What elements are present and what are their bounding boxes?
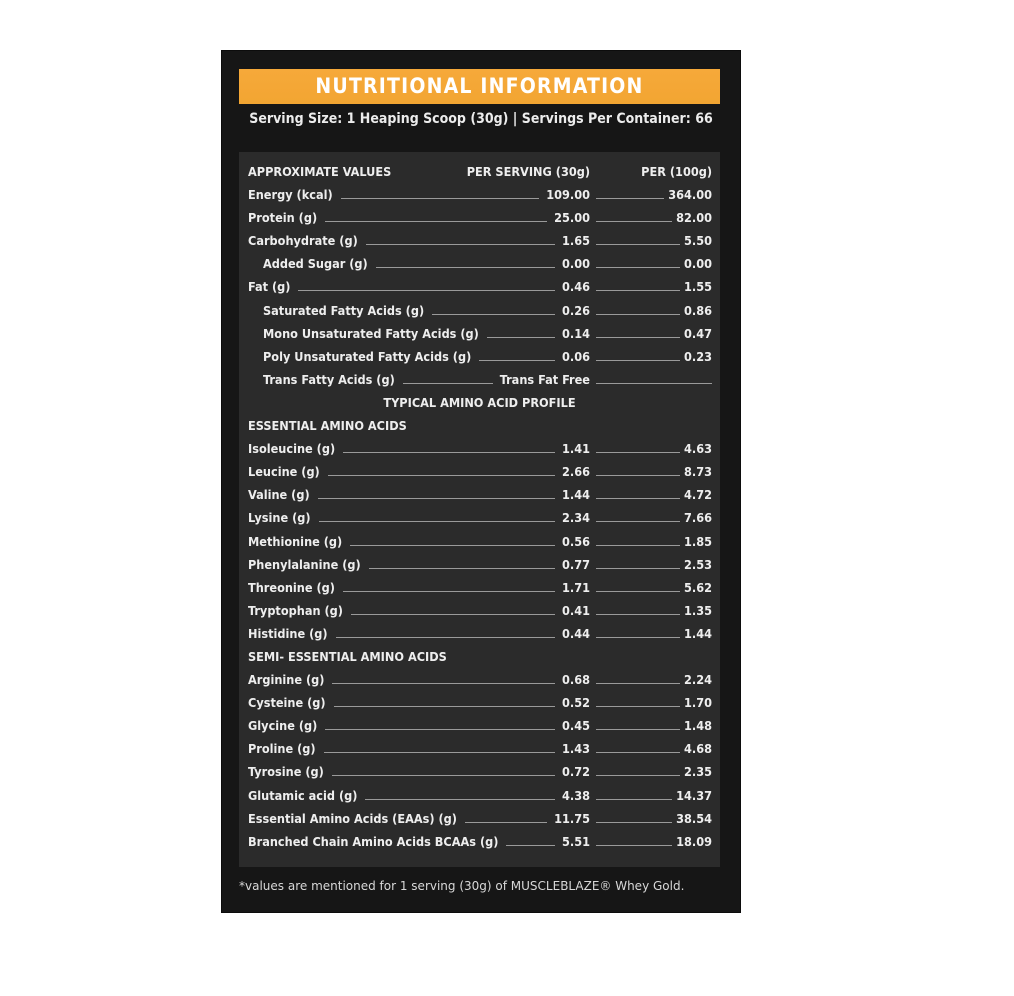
- leader-line: [341, 198, 539, 199]
- per-100g-value: 38.54: [676, 810, 712, 826]
- table-row: [239, 460, 720, 483]
- per-serving-value: 2.34: [562, 510, 590, 526]
- row-label: Threonine (g): [248, 579, 335, 595]
- leader-line: [596, 614, 680, 615]
- table-row: [239, 275, 720, 298]
- leader-line: [479, 360, 555, 361]
- row-label: Trans Fatty Acids (g): [263, 371, 395, 387]
- per-100g-value: 0.23: [684, 348, 712, 364]
- per-serving-value: 1.65: [562, 233, 590, 249]
- per-serving-value: 11.75: [554, 810, 590, 826]
- table-row: [239, 553, 720, 576]
- per-100g-value: 5.50: [684, 233, 712, 249]
- header-per-100g: PER (100g): [641, 164, 712, 179]
- per-100g-value: 7.66: [684, 510, 712, 526]
- per-serving-value: 0.00: [562, 256, 590, 272]
- table-row: [239, 576, 720, 599]
- leader-line: [596, 637, 680, 638]
- per-serving-value: 0.45: [562, 718, 590, 734]
- leader-line: [365, 799, 555, 800]
- leader-line: [366, 244, 555, 245]
- per-serving-value: 25.00: [554, 210, 590, 226]
- row-label: Isoleucine (g): [248, 441, 336, 457]
- per-serving-value: 0.44: [562, 625, 590, 641]
- leader-line: [596, 706, 680, 707]
- per-serving-value: 0.14: [562, 325, 590, 341]
- leader-line: [506, 845, 555, 846]
- per-100g-value: 5.62: [684, 579, 712, 595]
- per-100g-value: 1.35: [684, 602, 712, 618]
- row-label: Phenylalanine (g): [248, 556, 361, 572]
- leader-line: [596, 360, 680, 361]
- leader-line: [596, 290, 680, 291]
- row-label: Leucine (g): [248, 464, 320, 480]
- amino-profile-heading: [239, 391, 720, 414]
- leader-line: [325, 221, 547, 222]
- leader-line: [596, 337, 680, 338]
- per-100g-value: 0.86: [684, 302, 712, 318]
- per-serving-value: 0.68: [562, 672, 590, 688]
- per-100g-value: 4.63: [684, 441, 712, 457]
- table-row: [239, 206, 720, 229]
- leader-line: [319, 521, 555, 522]
- per-serving-value: 0.56: [562, 533, 590, 549]
- per-serving-value: 0.46: [562, 279, 590, 295]
- per-100g-value: 2.35: [684, 764, 712, 780]
- table-header: [239, 160, 720, 183]
- per-serving-value: 4.38: [562, 787, 590, 803]
- table-row: [239, 437, 720, 460]
- leader-line: [343, 452, 555, 453]
- leader-line: [596, 845, 672, 846]
- leader-line: [343, 591, 555, 592]
- leader-line: [596, 545, 680, 546]
- leader-line: [336, 637, 555, 638]
- table-rows: [239, 160, 720, 853]
- row-label: Tryptophan (g): [248, 602, 343, 618]
- per-100g-value: 1.55: [684, 279, 712, 295]
- table-row: [239, 599, 720, 622]
- leader-line: [596, 267, 680, 268]
- per-serving-value: 0.77: [562, 556, 590, 572]
- leader-line: [596, 752, 680, 753]
- per-100g-value: 14.37: [676, 787, 712, 803]
- table-row: [239, 668, 720, 691]
- per-serving-value: 0.41: [562, 602, 590, 618]
- leader-line: [596, 568, 680, 569]
- leader-line: [596, 729, 680, 730]
- row-label: Fat (g): [248, 279, 291, 295]
- table-row: [239, 622, 720, 645]
- header-per-serving: PER SERVING (30g): [466, 164, 590, 179]
- table-row: [239, 299, 720, 322]
- table-row: [239, 345, 720, 368]
- leader-line: [403, 383, 493, 384]
- leader-line: [432, 314, 555, 315]
- table-row: [239, 322, 720, 345]
- per-100g-value: 2.53: [684, 556, 712, 572]
- table-row: [239, 714, 720, 737]
- serving-info: Serving Size: 1 Heaping Scoop (30g) | Servings Per Container: 66: [249, 111, 713, 127]
- table-row: [239, 368, 720, 391]
- per-serving-value: 1.44: [562, 487, 590, 503]
- per-100g-value: 364.00: [668, 187, 712, 203]
- amino-profile-heading-text: TYPICAL AMINO ACID PROFILE: [383, 394, 576, 410]
- leader-line: [596, 683, 680, 684]
- leader-line: [596, 475, 680, 476]
- row-label: Energy (kcal): [248, 187, 333, 203]
- table-row: [239, 252, 720, 275]
- leader-line: [596, 521, 680, 522]
- row-label: Arginine (g): [248, 672, 325, 688]
- leader-line: [596, 314, 680, 315]
- per-serving-value: 0.52: [562, 695, 590, 711]
- leader-line: [596, 383, 712, 384]
- row-label: Protein (g): [248, 210, 318, 226]
- leader-line: [328, 475, 555, 476]
- semi-essential-heading: [239, 645, 720, 668]
- leader-line: [350, 545, 555, 546]
- leader-line: [596, 452, 680, 453]
- table-row: [239, 229, 720, 252]
- essential-heading-text: ESSENTIAL AMINO ACIDS: [248, 418, 407, 434]
- row-label: Cysteine (g): [248, 695, 326, 711]
- per-100g-value: 2.24: [684, 672, 712, 688]
- per-serving-value: 1.71: [562, 579, 590, 595]
- row-label: Methionine (g): [248, 533, 343, 549]
- row-label: Valine (g): [248, 487, 310, 503]
- per-100g-value: 1.44: [684, 625, 712, 641]
- essential-heading: [239, 414, 720, 437]
- leader-line: [596, 822, 672, 823]
- per-100g-value: 8.73: [684, 464, 712, 480]
- leader-line: [298, 290, 555, 291]
- per-serving-value: 0.06: [562, 348, 590, 364]
- leader-line: [596, 498, 680, 499]
- leader-line: [376, 267, 555, 268]
- per-serving-value: 1.43: [562, 741, 590, 757]
- nutrition-table: [239, 152, 720, 867]
- row-label: Glutamic acid (g): [248, 787, 358, 803]
- table-row: [239, 506, 720, 529]
- row-label: Histidine (g): [248, 625, 328, 641]
- per-100g-value: 4.72: [684, 487, 712, 503]
- per-serving-value: 109.00: [546, 187, 590, 203]
- footnote: *values are mentioned for 1 serving (30g) of MUSCLEBLAZE® Whey Gold.: [239, 879, 685, 893]
- per-serving-value: Trans Fat Free: [499, 371, 590, 387]
- row-label: Branched Chain Amino Acids BCAAs (g): [248, 833, 499, 849]
- leader-line: [332, 775, 555, 776]
- row-label: Mono Unsaturated Fatty Acids (g): [263, 325, 479, 341]
- leader-line: [332, 683, 555, 684]
- table-row: [239, 784, 720, 807]
- table-row: [239, 183, 720, 206]
- per-serving-value: 2.66: [562, 464, 590, 480]
- per-serving-value: 0.26: [562, 302, 590, 318]
- per-serving-value: 0.72: [562, 764, 590, 780]
- row-label: Lysine (g): [248, 510, 311, 526]
- per-100g-value: 4.68: [684, 741, 712, 757]
- per-100g-value: 0.47: [684, 325, 712, 341]
- table-row: [239, 530, 720, 553]
- per-serving-value: 5.51: [562, 833, 590, 849]
- leader-line: [465, 822, 547, 823]
- leader-line: [369, 568, 555, 569]
- per-100g-value: 1.70: [684, 695, 712, 711]
- leader-line: [596, 775, 680, 776]
- row-label: Tyrosine (g): [248, 764, 324, 780]
- per-100g-value: 1.85: [684, 533, 712, 549]
- header-label: APPROXIMATE VALUES: [248, 164, 392, 179]
- row-label: Added Sugar (g): [263, 256, 368, 272]
- row-label: Glycine (g): [248, 718, 318, 734]
- table-row: [239, 760, 720, 783]
- table-row: [239, 830, 720, 853]
- per-100g-value: 0.00: [684, 256, 712, 272]
- leader-line: [596, 799, 672, 800]
- leader-line: [351, 614, 555, 615]
- table-row: [239, 807, 720, 830]
- row-label: Essential Amino Acids (EAAs) (g): [248, 810, 457, 826]
- leader-line: [318, 498, 555, 499]
- nutrition-card: [221, 50, 741, 913]
- table-row: [239, 483, 720, 506]
- leader-line: [596, 591, 680, 592]
- leader-line: [324, 752, 555, 753]
- title-banner: NUTRITIONAL INFORMATION: [239, 69, 720, 104]
- row-label: Poly Unsaturated Fatty Acids (g): [263, 348, 472, 364]
- leader-line: [487, 337, 555, 338]
- leader-line: [596, 221, 672, 222]
- semi-essential-heading-text: SEMI- ESSENTIAL AMINO ACIDS: [248, 648, 447, 664]
- row-label: Carbohydrate (g): [248, 233, 358, 249]
- per-100g-value: 82.00: [676, 210, 712, 226]
- leader-line: [334, 706, 555, 707]
- leader-line: [596, 198, 664, 199]
- per-100g-value: 18.09: [676, 833, 712, 849]
- per-100g-value: 1.48: [684, 718, 712, 734]
- row-label: Proline (g): [248, 741, 316, 757]
- leader-line: [325, 729, 555, 730]
- leader-line: [596, 244, 680, 245]
- row-label: Saturated Fatty Acids (g): [263, 302, 425, 318]
- per-serving-value: 1.41: [562, 441, 590, 457]
- table-row: [239, 691, 720, 714]
- table-row: [239, 737, 720, 760]
